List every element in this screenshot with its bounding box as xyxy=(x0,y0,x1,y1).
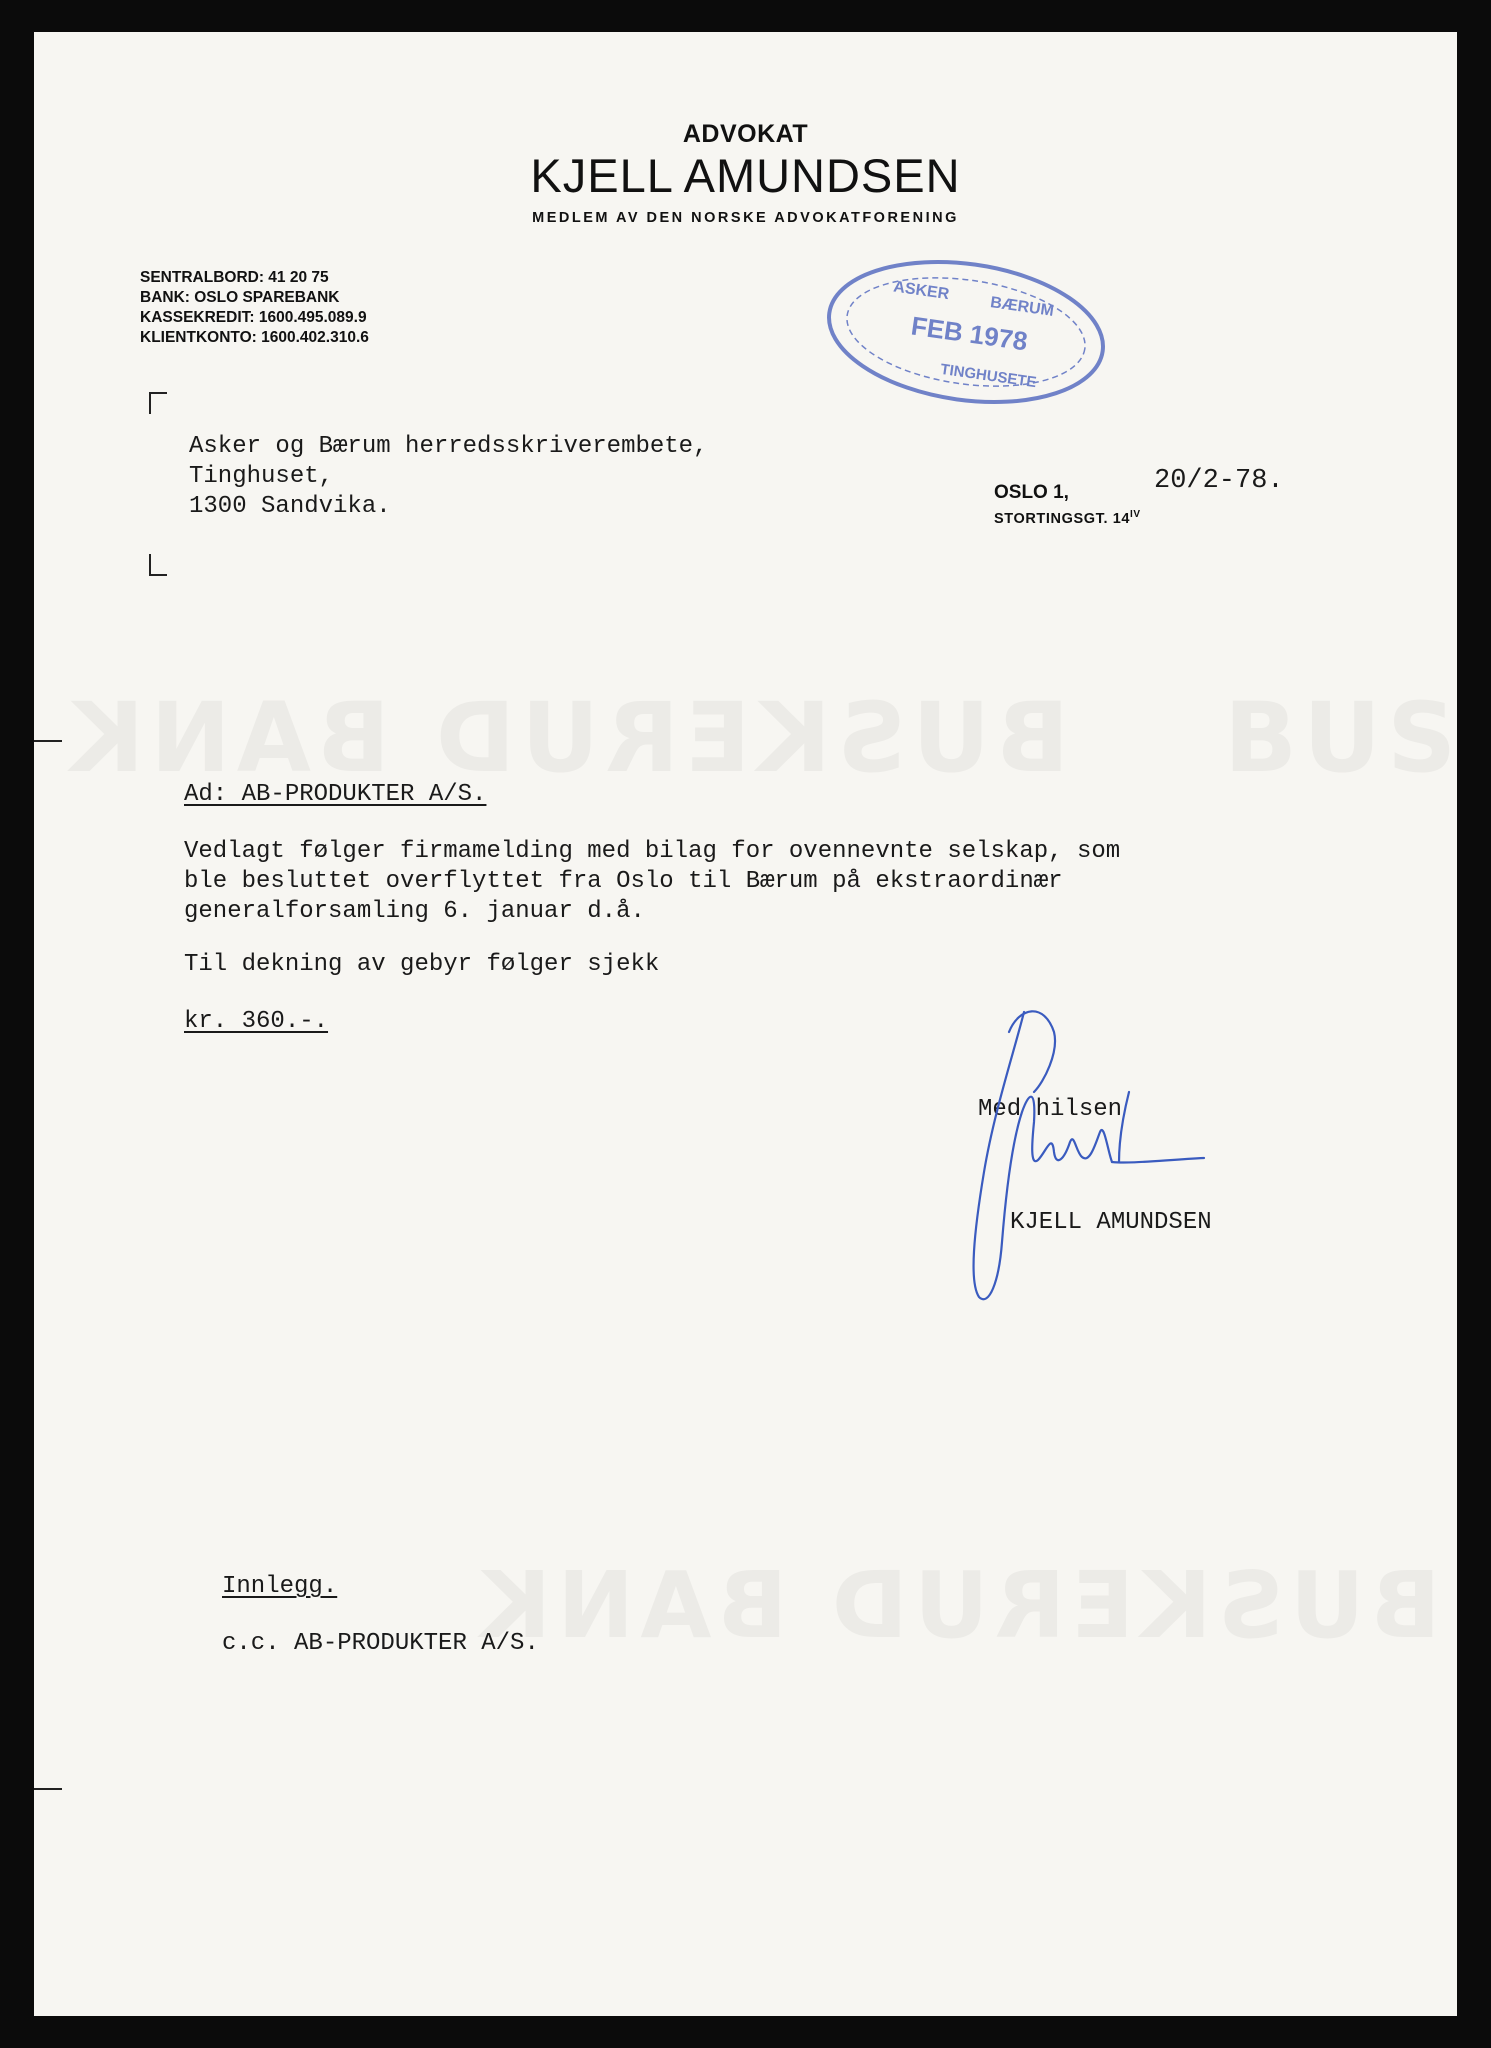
body-line3: generalforsamling 6. januar d.å. xyxy=(184,898,645,925)
margin-mark-lower xyxy=(34,1788,62,1790)
letter-date: 20/2-78. xyxy=(1154,466,1284,496)
contact-block xyxy=(140,268,369,348)
stamp-line3: TINGHUSETE xyxy=(939,360,1038,392)
contact-bank: BANK: OSLO SPAREBANK xyxy=(140,289,340,306)
letterhead-name: KJELL AMUNDSEN xyxy=(530,149,961,202)
enclosure-text: Innlegg. xyxy=(222,1573,338,1600)
addressee-block xyxy=(189,432,707,522)
watermark-upper-right xyxy=(1224,682,1457,794)
body-line1: Vedlagt følger firmamelding med bilag for ovennevnte selskap, som xyxy=(184,838,1121,865)
stamp-line1: ASKER xyxy=(892,278,951,304)
contact-client-account: KLIENTKONTO: 1600.402.310.6 xyxy=(140,329,369,346)
amount-line xyxy=(184,1007,328,1037)
stamp-date: FEB 1978 xyxy=(909,310,1030,357)
body-line2: ble besluttet overflyttet fra Oslo til Bærum på ekstraordinær xyxy=(184,868,1063,895)
addressee-line1: Asker og Bærum herredsskriverembete, xyxy=(189,433,708,460)
addressee-line3: 1300 Sandvika. xyxy=(189,493,391,520)
signature-stroke-right xyxy=(1119,1092,1129,1162)
watermark-upper xyxy=(64,682,1069,794)
received-stamp xyxy=(816,242,1116,422)
letterhead-title: ADVOKAT xyxy=(682,120,809,148)
stamp-line2: BÆRUM xyxy=(989,294,1055,320)
cc-line: c.c. AB-PRODUKTER A/S. xyxy=(222,1630,539,1657)
signature-stroke-tail xyxy=(1112,1158,1204,1163)
signature-stroke-upper xyxy=(1009,1011,1055,1092)
contact-credit-account: KASSEKREDIT: 1600.495.089.9 xyxy=(140,309,367,326)
contact-switchboard: SENTRALBORD: 41 20 75 xyxy=(140,269,329,286)
subject-text: Ad: AB-PRODUKTER A/S. xyxy=(184,781,487,808)
letter-body xyxy=(184,837,1120,927)
amount-text: kr. 360.-. xyxy=(184,1008,329,1035)
signature-stroke-main xyxy=(974,1012,1112,1299)
subject-line xyxy=(184,780,486,810)
letterhead-membership: MEDLEM AV DEN NORSKE ADVOKATFORENING xyxy=(532,210,959,226)
addressee-line2: Tinghuset, xyxy=(189,463,334,490)
address-corner-top xyxy=(149,392,167,414)
address-corner-bottom xyxy=(149,554,167,576)
street-address xyxy=(994,509,1141,527)
enclosure-line xyxy=(222,1572,337,1602)
handwritten-signature xyxy=(914,992,1264,1322)
street-floor: IV xyxy=(1130,509,1141,520)
watermark-lower xyxy=(474,1552,1441,1659)
fee-line: Til dekning av gebyr følger sjekk xyxy=(184,951,660,978)
street-name: STORTINGSGT. 14 xyxy=(994,510,1131,527)
closing: Med hilsen xyxy=(978,1096,1123,1123)
place: OSLO 1, xyxy=(994,482,1069,503)
signatory: KJELL AMUNDSEN xyxy=(1010,1209,1212,1236)
margin-mark-upper xyxy=(34,740,62,742)
letter-page xyxy=(34,32,1457,2016)
